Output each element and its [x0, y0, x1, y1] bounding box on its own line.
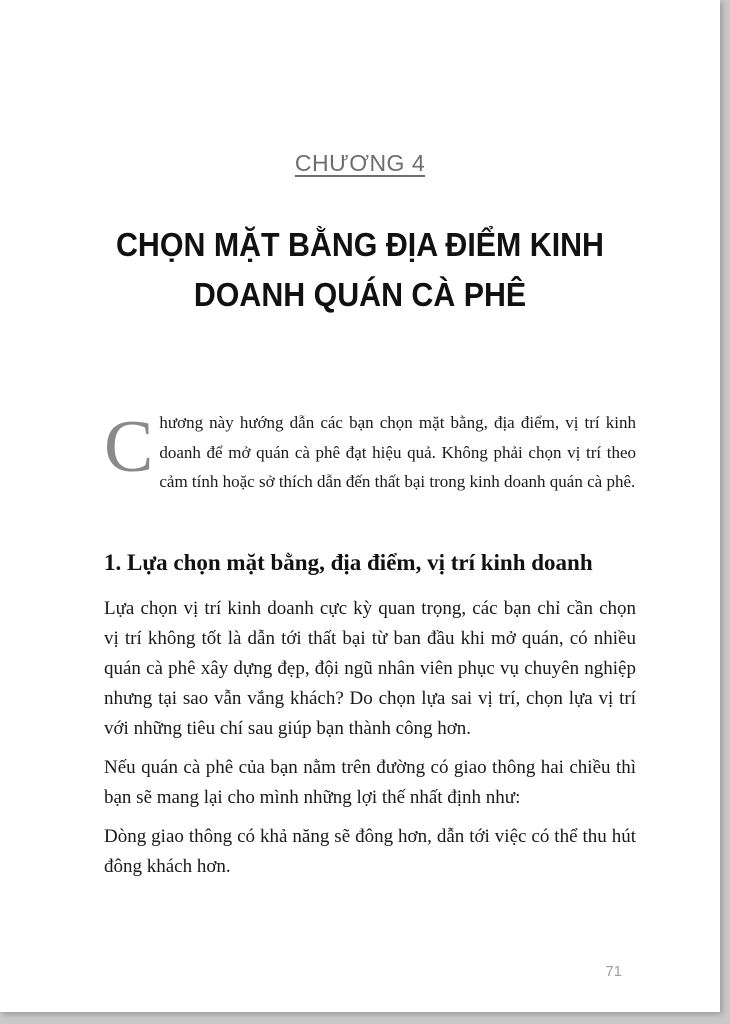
intro-text: hương này hướng dẫn các bạn chọn mặt bằng, địa điểm, vị trí kinh doanh để mở quán cà phê đạt hiệu quả. Không phải chọn vị trí theo cảm tính hoặc sở thích dẫn đến thất bại trong kinh doanh quán cà phê.	[159, 413, 636, 491]
chapter-title-line-2: DOANH QUÁN CÀ PHÊ	[193, 276, 527, 313]
body-paragraph: Dòng giao thông có khả năng sẽ đông hơn, dẫn tới việc có thể thu hút đông khách hơn.	[104, 826, 636, 877]
body-paragraph: Nếu quán cà phê của bạn nằm trên đường có giao thông hai chiều thì bạn sẽ mang lại cho mình những lợi thế nhất định như:	[104, 757, 636, 808]
chapter-title	[84, 220, 636, 320]
chapter-label-text: CHƯƠNG 4	[294, 150, 426, 176]
section-body	[104, 594, 636, 891]
intro-paragraph	[104, 408, 636, 497]
drop-cap: C	[104, 406, 154, 488]
chapter-title-line-1: CHỌN MẶT BẰNG ĐỊA ĐIỂM KINH	[115, 226, 604, 263]
chapter-label	[0, 150, 720, 177]
body-paragraph: Lựa chọn vị trí kinh doanh cực kỳ quan trọng, các bạn chỉ cần chọn vị trí không tốt là dẫn tới thất bại từ ban đầu khi mở quán, có nhiều quán cà phê xây dựng đẹp, đội ngũ nhân viên phục vụ chuyên nghiệp nhưng tại sao vẫn vắng khách? Do chọn lựa sai vị trí, chọn lựa vị trí với những tiêu chí sau giúp bạn thành công hơn.	[104, 598, 636, 739]
page-number: 71	[605, 963, 622, 980]
section-heading: 1. Lựa chọn mặt bằng, địa điểm, vị trí kinh doanh	[104, 550, 593, 575]
